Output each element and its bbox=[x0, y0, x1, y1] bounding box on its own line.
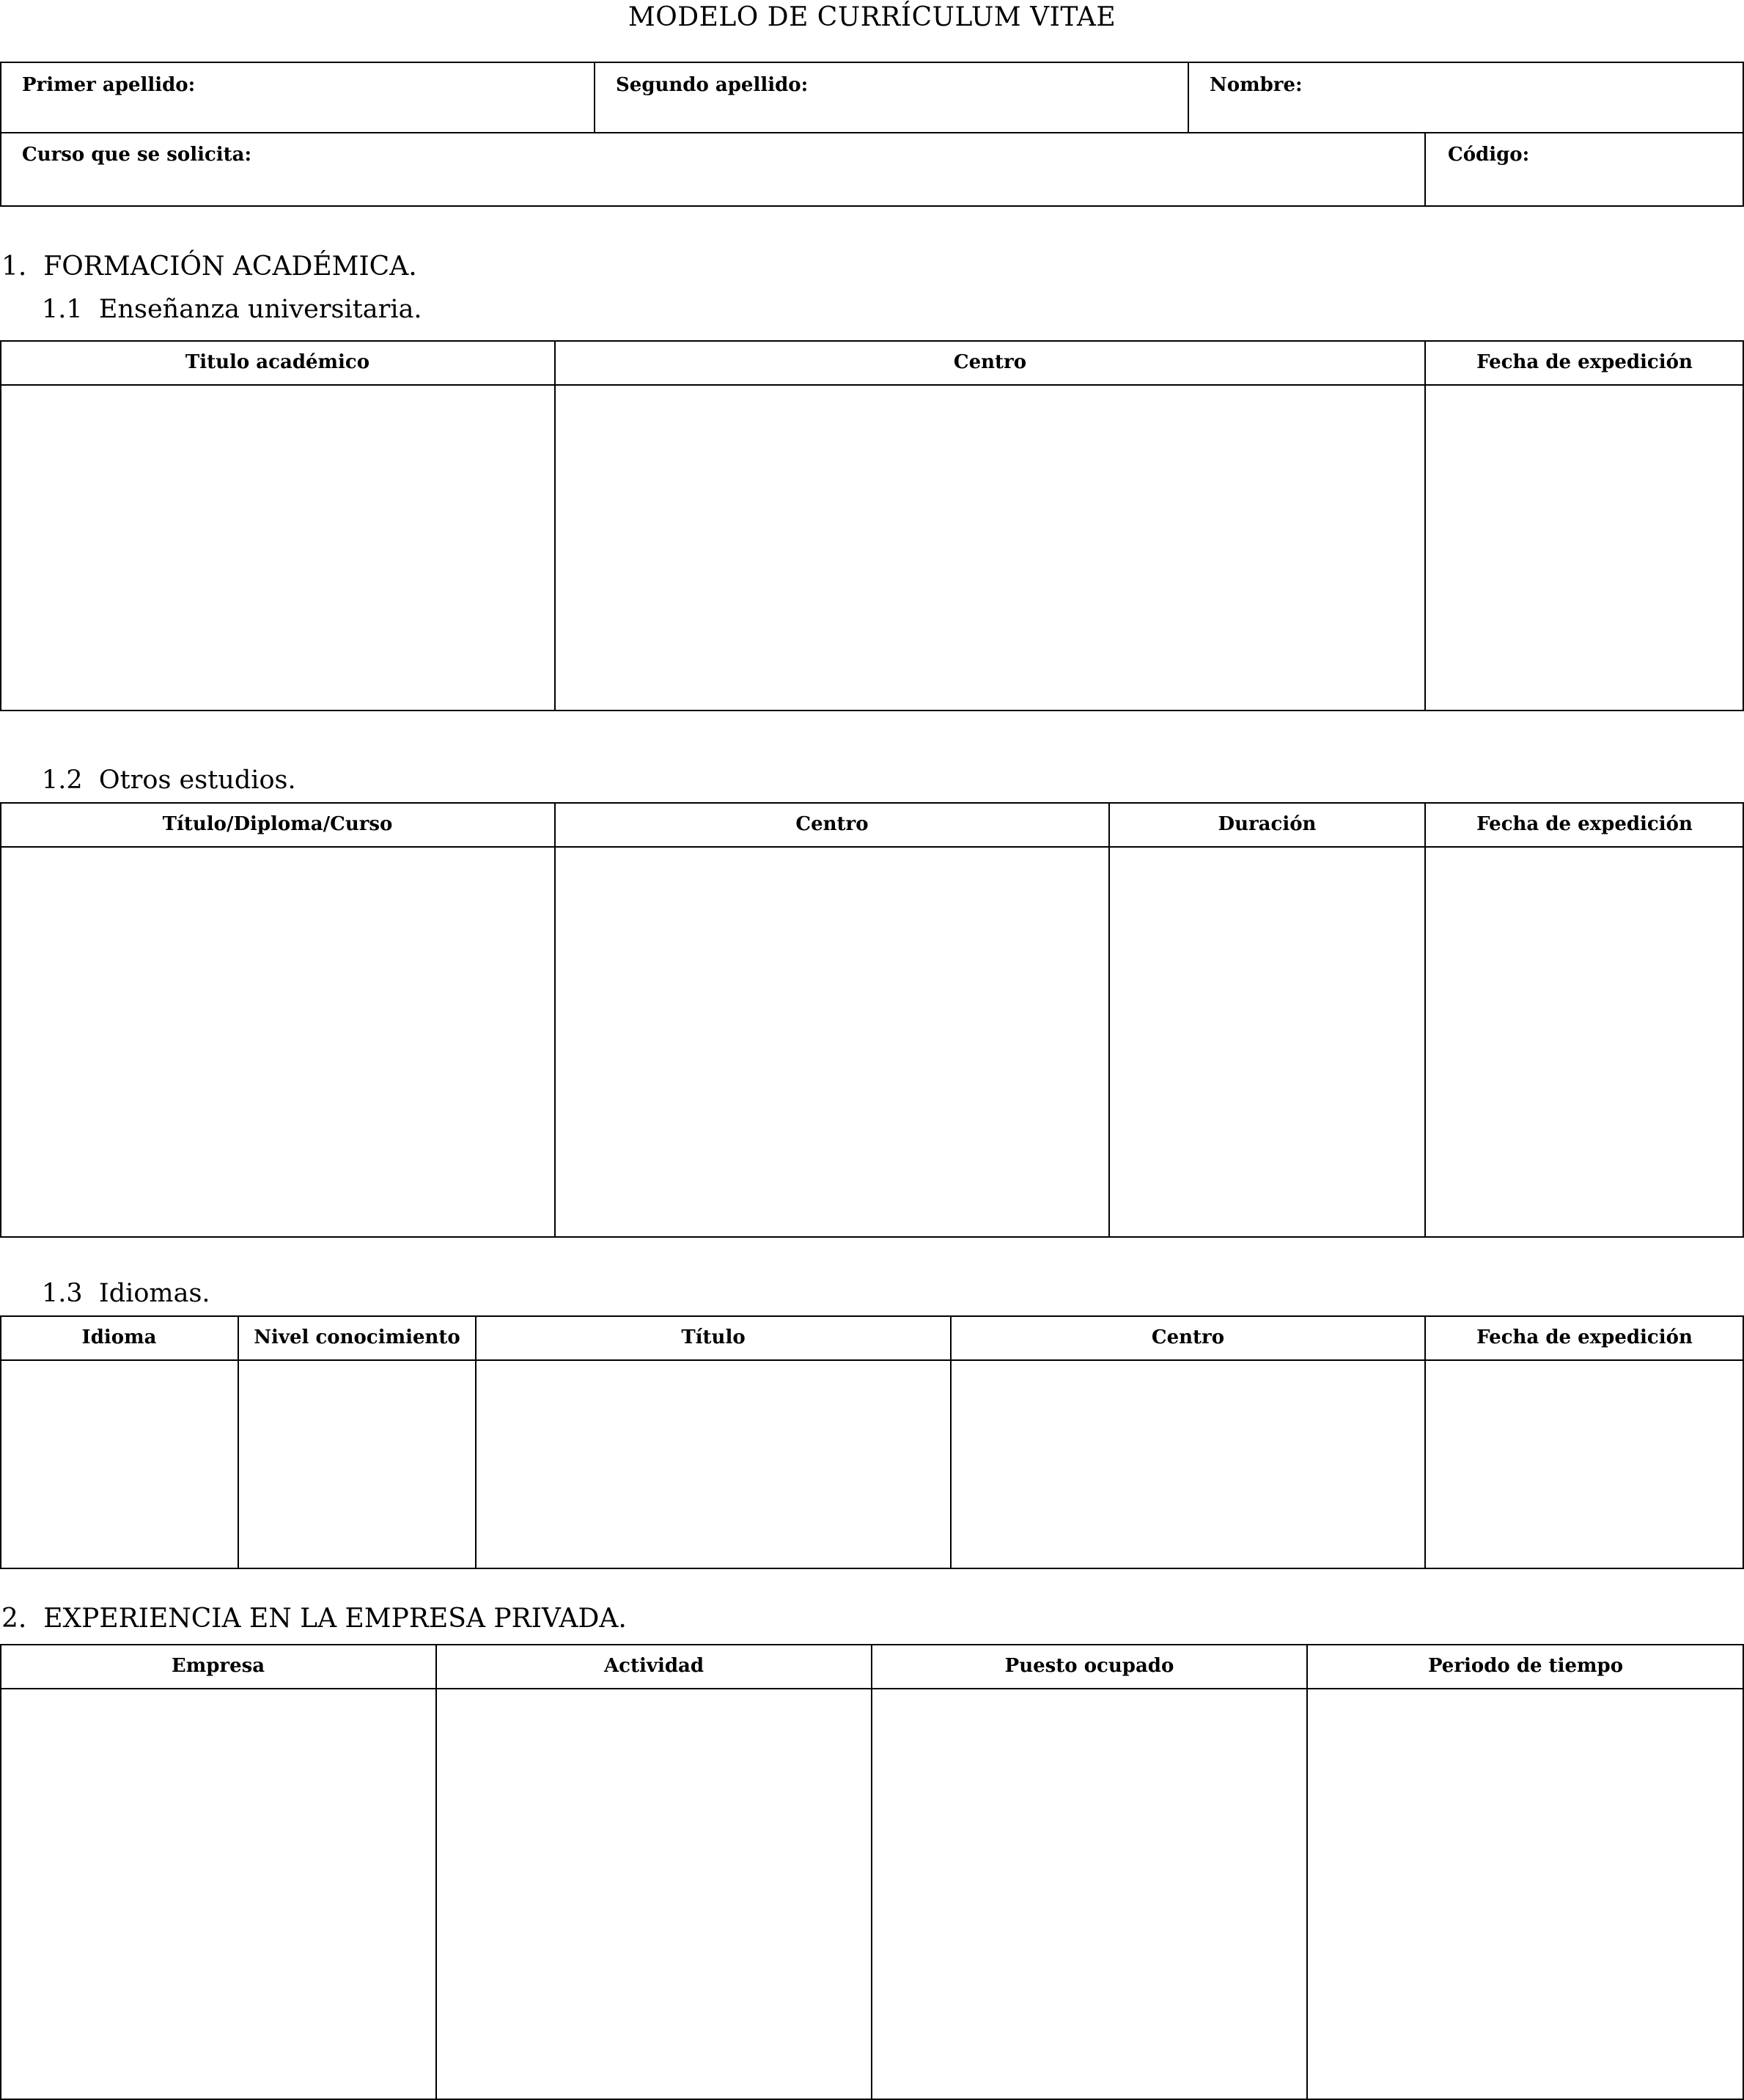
languages-col-divider-1 bbox=[238, 1315, 239, 1569]
curso-solicitado-field[interactable]: Curso que se solicita: bbox=[22, 144, 252, 166]
codigo-field[interactable]: Código: bbox=[1448, 144, 1530, 166]
university-col-centro: Centro bbox=[953, 351, 1027, 373]
subsection-1-3-heading: 1.3 Idiomas. bbox=[42, 1279, 210, 1308]
other-studies-col-duracion: Duración bbox=[1218, 813, 1317, 835]
other-studies-table bbox=[0, 802, 1744, 1238]
personal-col-divider-2 bbox=[1188, 62, 1189, 133]
university-col-fecha: Fecha de expedición bbox=[1476, 351, 1693, 373]
private-experience-col-divider-3 bbox=[1306, 1644, 1308, 2100]
languages-col-divider-4 bbox=[1424, 1315, 1426, 1569]
languages-col-fecha: Fecha de expedición bbox=[1476, 1326, 1693, 1348]
languages-col-divider-2 bbox=[475, 1315, 477, 1569]
private-experience-col-actividad: Actividad bbox=[603, 1655, 704, 1677]
university-col-titulo: Titulo académico bbox=[185, 351, 370, 373]
nombre-field[interactable]: Nombre: bbox=[1210, 74, 1303, 96]
other-studies-col-titulo: Título/Diploma/Curso bbox=[162, 813, 393, 835]
personal-col-divider-1 bbox=[594, 62, 595, 133]
university-col-divider-2 bbox=[1424, 340, 1426, 711]
languages-table bbox=[0, 1315, 1744, 1569]
section-1-heading: 1. FORMACIÓN ACADÉMICA. bbox=[1, 252, 417, 282]
segundo-apellido-field[interactable]: Segundo apellido: bbox=[616, 74, 809, 96]
university-table bbox=[0, 340, 1744, 711]
document-title: MODELO DE CURRÍCULUM VITAE bbox=[628, 2, 1116, 32]
section-2-heading: 2. EXPERIENCIA EN LA EMPRESA PRIVADA. bbox=[1, 1604, 627, 1634]
private-experience-col-divider-2 bbox=[871, 1644, 872, 2100]
other-studies-col-divider-1 bbox=[554, 802, 556, 1238]
other-studies-col-fecha: Fecha de expedición bbox=[1476, 813, 1693, 835]
languages-col-nivel: Nivel conocimiento bbox=[254, 1326, 460, 1348]
other-studies-col-divider-3 bbox=[1424, 802, 1426, 1238]
private-experience-col-empresa: Empresa bbox=[171, 1655, 265, 1677]
subsection-1-1-heading: 1.1 Enseñanza universitaria. bbox=[42, 295, 422, 324]
private-experience-col-puesto: Puesto ocupado bbox=[1004, 1655, 1174, 1677]
personal-col-divider-3 bbox=[1424, 132, 1426, 207]
languages-col-divider-3 bbox=[950, 1315, 952, 1569]
university-header-divider bbox=[0, 384, 1744, 386]
other-studies-col-centro: Centro bbox=[795, 813, 869, 835]
other-studies-col-divider-2 bbox=[1108, 802, 1110, 1238]
subsection-1-2-heading: 1.2 Otros estudios. bbox=[42, 766, 296, 795]
university-col-divider-1 bbox=[554, 340, 556, 711]
languages-col-centro: Centro bbox=[1151, 1326, 1225, 1348]
other-studies-header-divider bbox=[0, 846, 1744, 848]
languages-col-idioma: Idioma bbox=[81, 1326, 157, 1348]
personal-data-box bbox=[0, 62, 1744, 207]
primer-apellido-field[interactable]: Primer apellido: bbox=[22, 74, 196, 96]
private-experience-col-divider-1 bbox=[435, 1644, 437, 2100]
personal-row-divider bbox=[0, 132, 1744, 133]
languages-header-divider bbox=[0, 1359, 1744, 1361]
languages-col-titulo: Título bbox=[681, 1326, 746, 1348]
private-experience-col-periodo: Periodo de tiempo bbox=[1427, 1655, 1624, 1677]
